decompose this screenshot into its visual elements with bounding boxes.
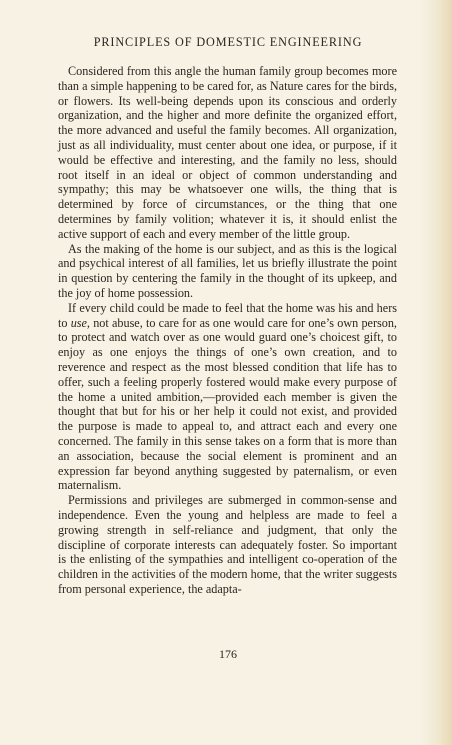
page-gutter-shadow xyxy=(442,0,452,745)
paragraph-3-before: If every child could be made to feel that the home was his and hers to xyxy=(58,300,397,330)
paragraph-3-emphasis: use, xyxy=(70,315,90,330)
page-number: 176 xyxy=(219,647,237,661)
paragraph-4: Permissions and privileges are submerged in common-sense and independence. Even the young and helpless are made to feel a growing strength in self-reliance and judgment, that only the discipline of corporate interests can adequately foster. So important is the enlisting of the sympathies and intelligent co-operation of the children in the activities of the modern home, that the writer suggests from personal experience, the adapta- xyxy=(58,493,397,596)
paragraph-2: As the making of the home is our subject, and as this is the logical and psychical interest of all families, let us briefly illustrate the point in question by centering the family in the thought of its upkeep, and the joy of home possession. xyxy=(58,241,397,300)
body-text xyxy=(58,64,397,597)
running-head: PRINCIPLES OF DOMESTIC ENGINEERING xyxy=(93,35,363,49)
paragraph-3 xyxy=(58,301,397,493)
paragraph-1: Considered from this angle the human family group becomes more than a simple happening to be cared for, as Nature cares for the birds, or flowers. Its well-being depends upon its conscious and orderly organization, and the higher and more definite the organized effort, the more advanced and useful the family becomes. All organization, just as all individuality, must center about one idea, or purpose, if it would be effective and interesting, and the family no less, should root itself in an ideal or object of common understanding and sympathy; this may be whatsoever one wills, the thing that is determined by force of circumstances, or the thing that one determines by family volition; whatever it is, it should enlist the active support of each and every member of the little group. xyxy=(58,64,397,241)
paragraph-3-after: not abuse, to care for as one would care for one’s own person, to protect and watch over as one would guard one’s choicest gift, to enjoy as one enjoys the things of one’s own creation, and to reverence and respect as the most blessed condition that life has to offer, such a feeling properly fostered would make every purpose of the home a united ambition,—provided each member is given the thought that but for his or her help it could not exist, and provided the purpose is made to appeal to, and attract each and every one concerned. The family in this sense takes on a form that is more than an association, because the social element is prominent and an expression far beyond anything suggested by paternalism, or even maternalism. xyxy=(58,315,397,493)
